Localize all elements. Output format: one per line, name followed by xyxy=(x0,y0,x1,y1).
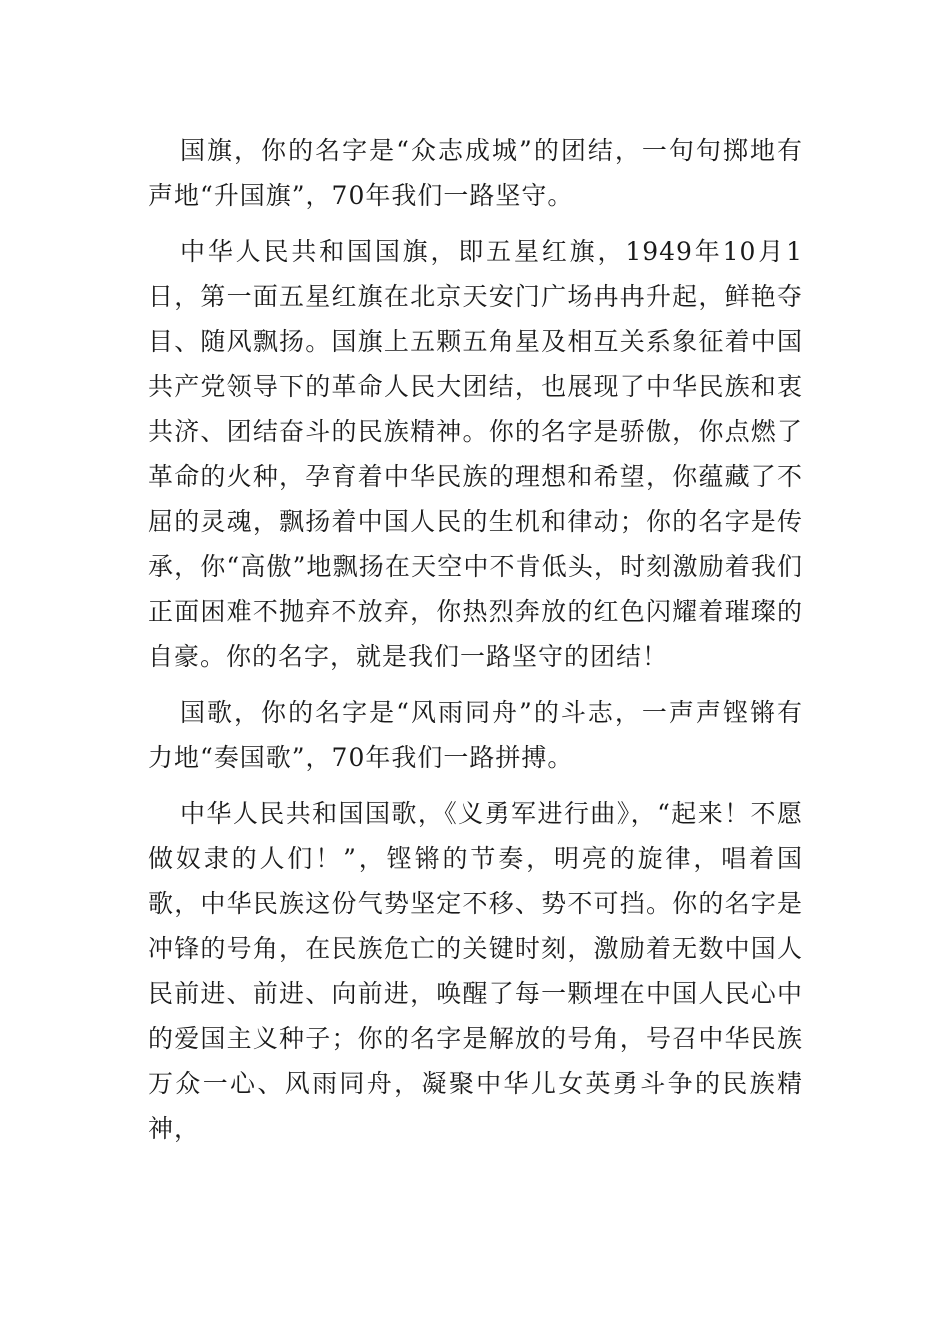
paragraph-flag-body: 中华人民共和国国旗，即五星红旗，1949年10月1日，第一面五星红旗在北京天安门广场冉冉升起，鲜艳夺目、随风飘扬。国旗上五颗五角星及相互关系象征着中国共产党领导下的革命人民大团结，也展现了中华民族和衷共济、团结奋斗的民族精神。你的名字是骄傲，你点燃了革命的火种，孕育着中华民族的理想和希望，你蕴藏了不屈的灵魂，飘扬着中国人民的生机和律动；你的名字是传承，你“高傲”地飘扬在天空中不肯低头，时刻激励着我们正面困难不抛弃不放弃，你热烈奔放的红色闪耀着璀璨的自豪。你的名字，就是我们一路坚守的团结！ xyxy=(148,237,803,671)
paragraph-anthem-intro: 国歌，你的名字是“风雨同舟”的斗志，一声声铿锵有力地“奏国歌”，70年我们一路拼搏。 xyxy=(148,698,803,772)
paragraph-anthem-body: 中华人民共和国国歌，《义勇军进行曲》，“起来！不愿做奴隶的人们！”，铿锵的节奏，明亮的旋律，唱着国歌，中华民族这份气势坚定不移、势不可挡。你的名字是冲锋的号角，在民族危亡的关键时刻，激励着无数中国人民前进、前进、向前进，唤醒了每一颗埋在中国人民心中的爱国主义种子；你的名字是解放的号角，号召中华民族万众一心、风雨同舟，凝聚中华儿女英勇斗争的民族精神， xyxy=(148,799,803,1143)
paragraph-flag-intro: 国旗，你的名字是“众志成城”的团结，一句句掷地有声地“升国旗”，70年我们一路坚守。 xyxy=(148,136,803,210)
document-body xyxy=(148,128,803,1151)
